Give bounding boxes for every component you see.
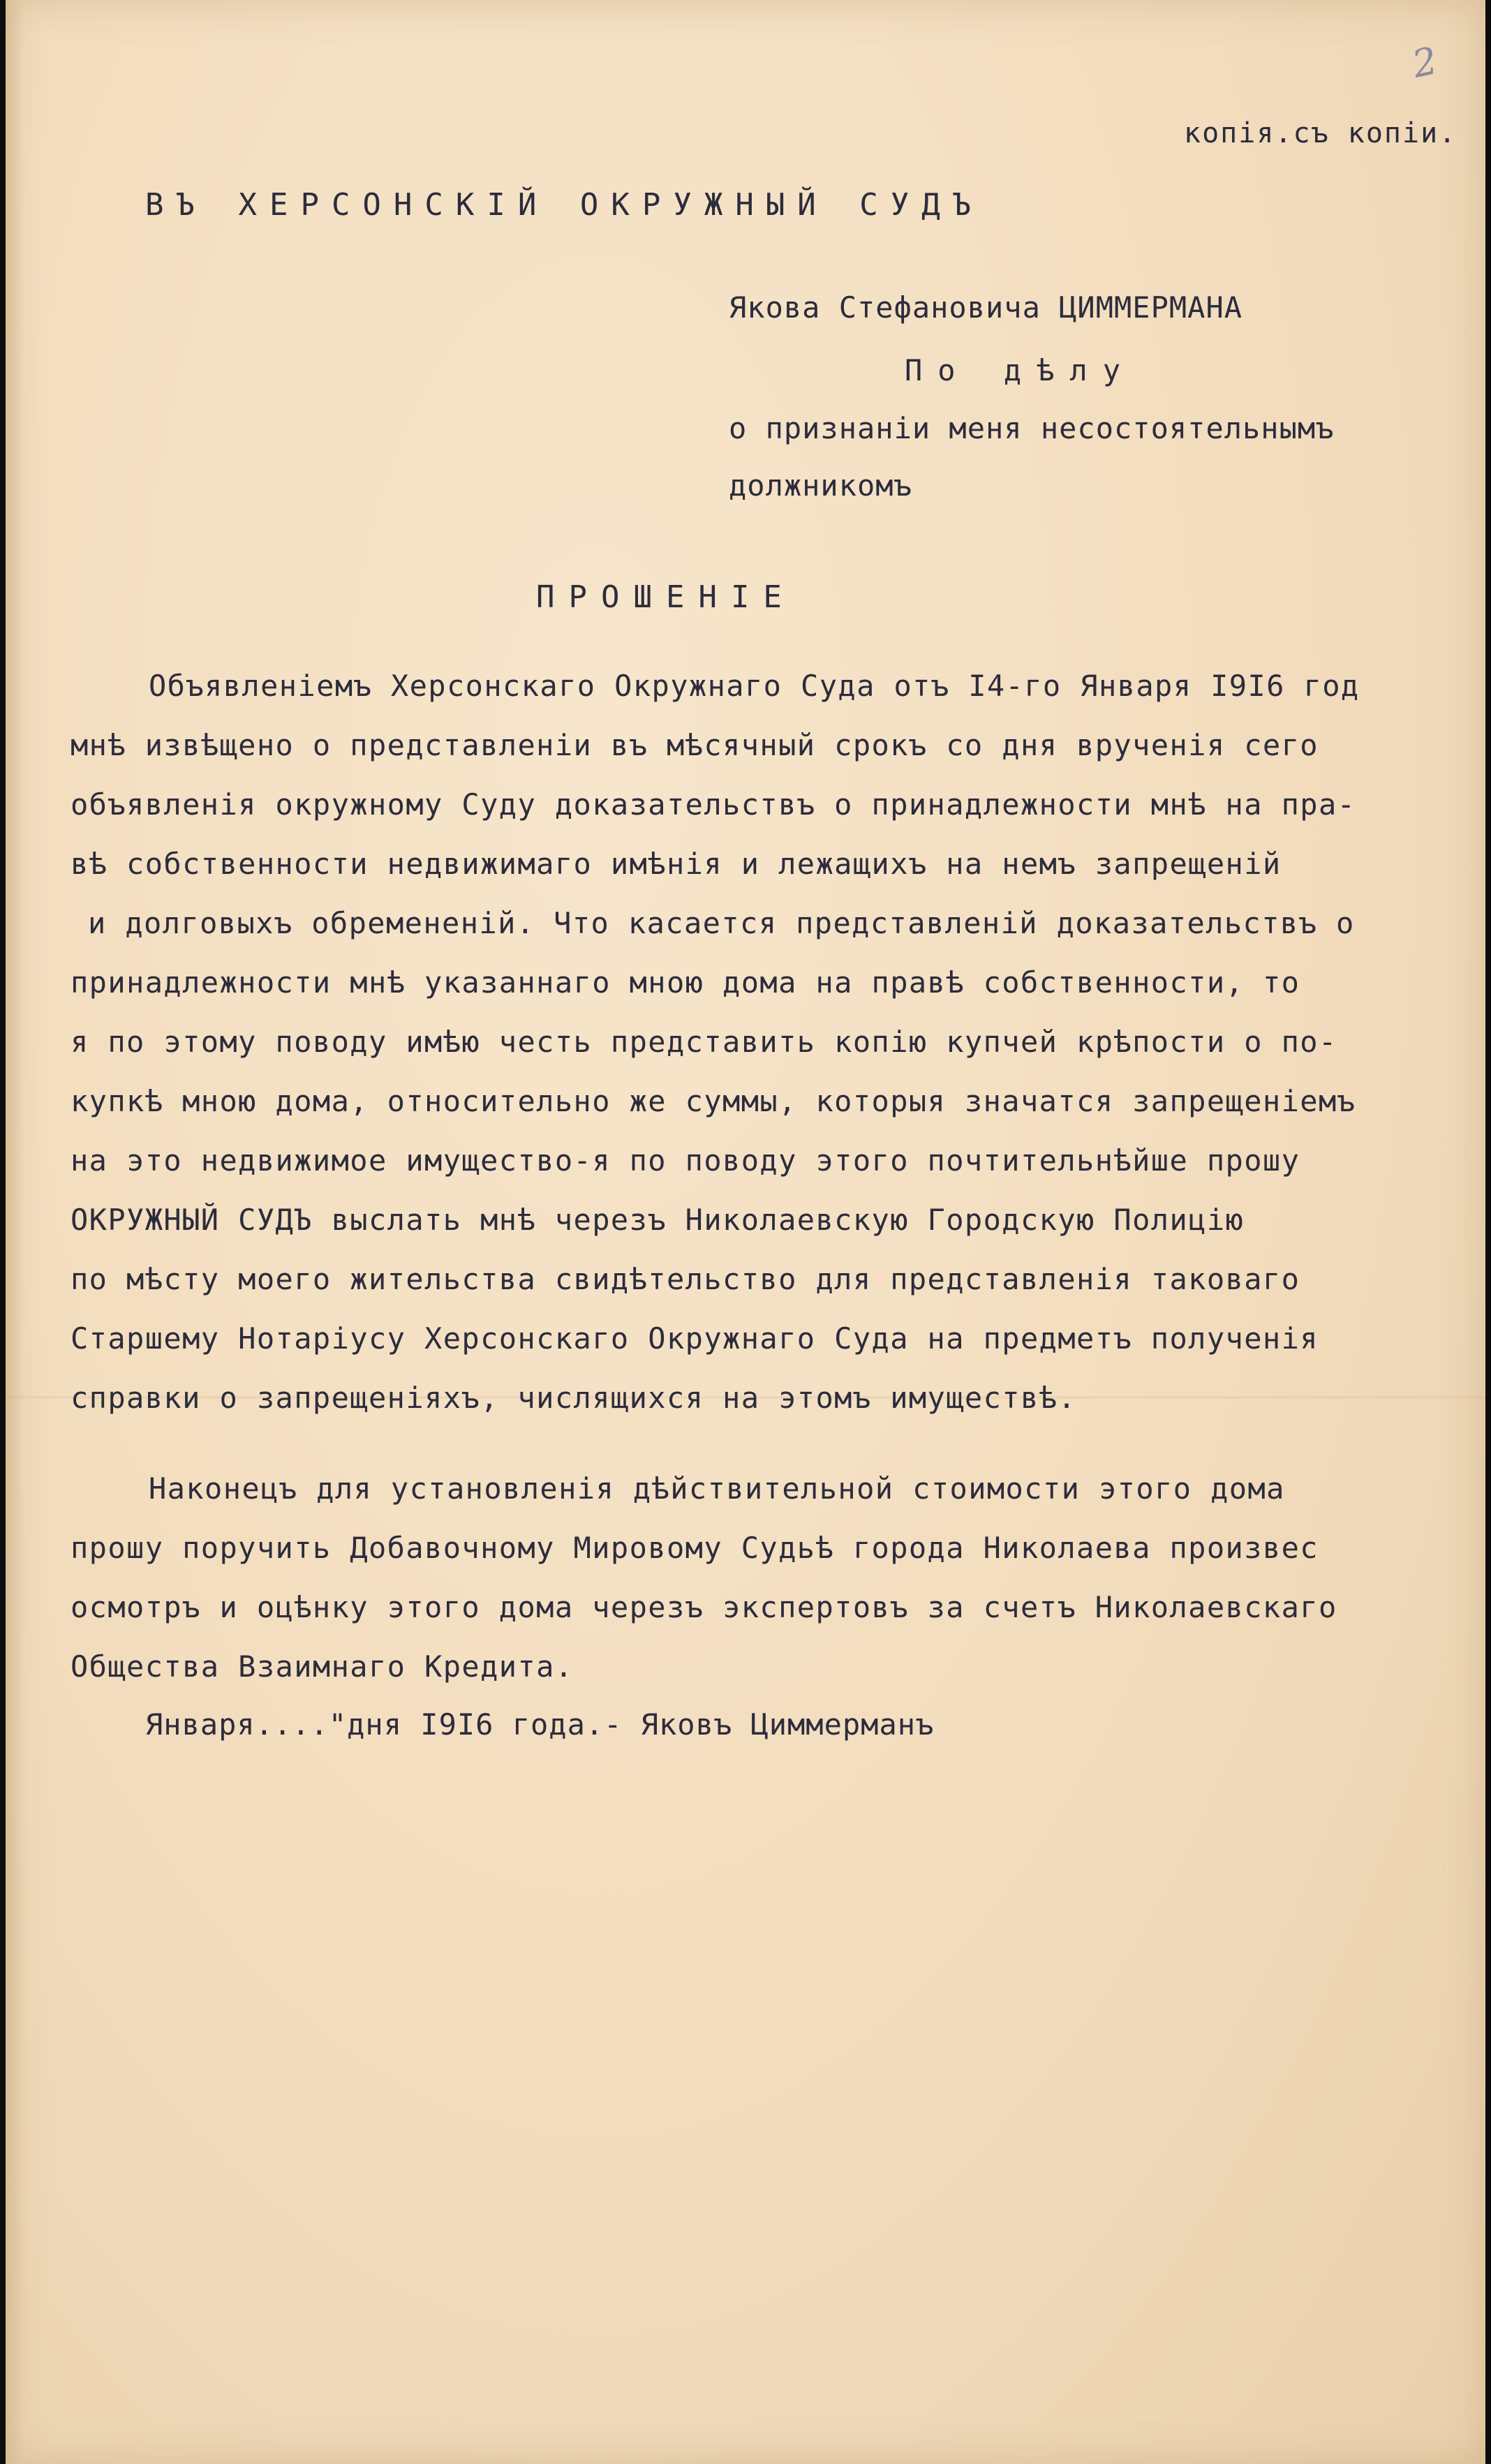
body-line: прошу поручить Добавочному Мировому Судьѣ города Николаева произвес: [71, 1531, 1319, 1565]
case-reference: По дѣлу: [905, 353, 1136, 387]
body-line: купкѣ мною дома, относительно же суммы, которыя значатся запрещеніемъ: [71, 1084, 1356, 1118]
body-line: осмотръ и оцѣнку этого дома черезъ экспертовъ за счетъ Николаевскаго: [71, 1590, 1337, 1624]
body-line: вѣ собственности недвижимаго имѣнія и лежащихъ на немъ запрещеній: [71, 847, 1282, 881]
body-line: ОКРУЖНЫЙ СУДЪ выслать мнѣ черезъ Николаевскую Городскую Полицію: [71, 1203, 1245, 1237]
case-subject-line: должникомъ: [729, 468, 912, 503]
body-line: принадлежности мнѣ указаннаго мною дома на правѣ собственности, то: [71, 965, 1300, 1000]
case-subject-line: о признаніи меня несостоятельнымъ: [729, 411, 1335, 445]
body-line: на это недвижимое имущество-я по поводу этого почтительнѣйше прошу: [71, 1143, 1300, 1178]
body-line: по мѣсту моего жительства свидѣтельство для представленія таковаго: [71, 1262, 1300, 1296]
document-title: ПРОШЕНІЕ: [536, 579, 796, 615]
body-line: Наконецъ для установленія дѣйствительной стоимости этого дома: [149, 1471, 1285, 1506]
body-line: Старшему Нотаріусу Херсонскаго Окружнаго Суда на предметъ полученія: [71, 1321, 1319, 1356]
date-signature: Января...."дня I9I6 года.- Яковъ Циммерманъ: [145, 1707, 935, 1742]
document-page: [6, 0, 1485, 2464]
body-line: объявленія окружному Суду доказательствъ о принадлежности мнѣ на пра-: [71, 787, 1356, 822]
typewritten-petition: [6, 0, 1485, 2464]
petitioner-name: Якова Стефановича ЦИММЕРМАНА: [729, 290, 1243, 325]
body-line: я по этому поводу имѣю честь представить копію купчей крѣпости о по-: [71, 1025, 1337, 1059]
page-number: 2: [1408, 38, 1441, 87]
addressee: ВЪ ХЕРСОНСКІЙ ОКРУЖНЫЙ СУДЪ: [145, 187, 984, 223]
body-line: справки о запрещеніяхъ, числящихся на этомъ имуществѣ.: [71, 1381, 1077, 1415]
body-line: Объявленіемъ Херсонскаго Окружнаго Суда отъ I4-го Января I9I6 год: [149, 669, 1360, 703]
body-line: мнѣ извѣщено о представленіи въ мѣсячный срокъ со дня врученія сего: [71, 728, 1319, 762]
copy-mark: копія.съ копіи.: [1184, 117, 1457, 149]
body-line: и долговыхъ обремененій. Что касается представленій доказательствъ о: [88, 906, 1355, 940]
body-line: Общества Взаимнаго Кредита.: [71, 1649, 574, 1684]
